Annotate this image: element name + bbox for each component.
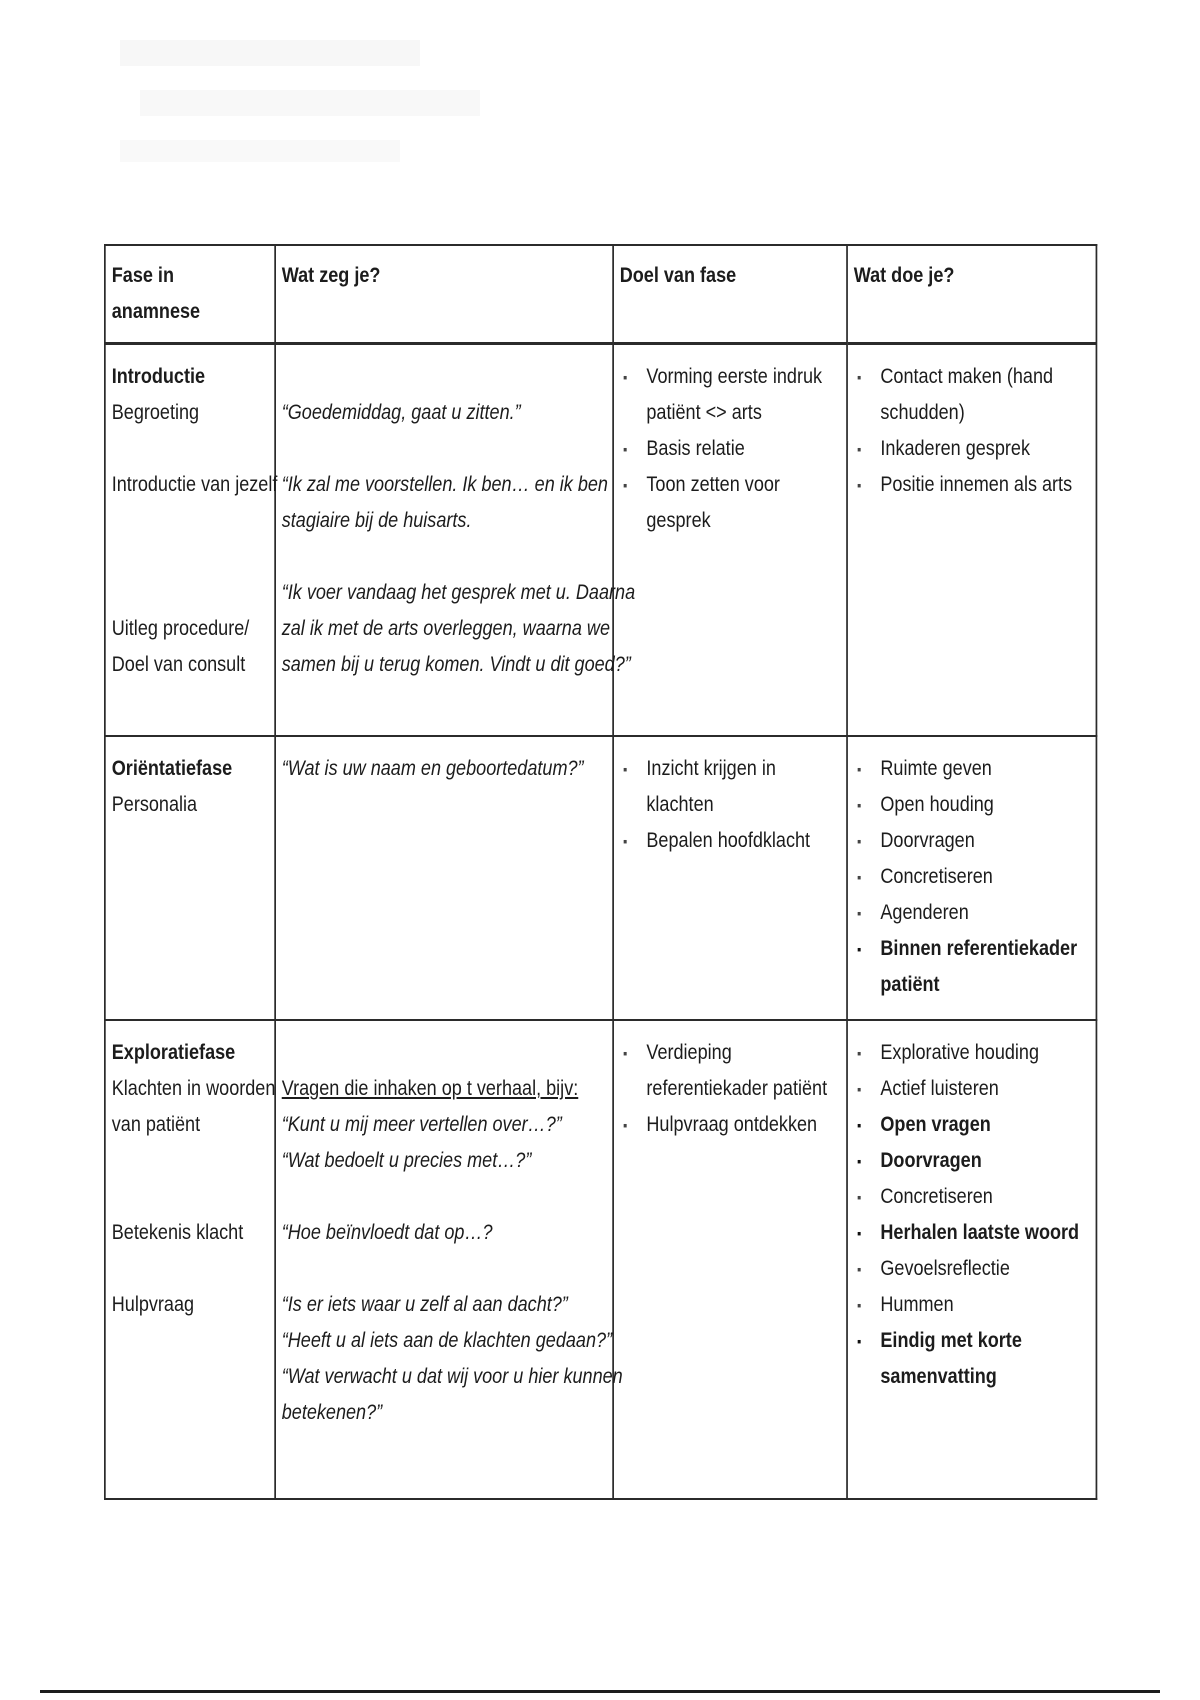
phase-item: Hulpvraag bbox=[111, 1293, 195, 1316]
phase-item: Doel van consult bbox=[111, 653, 246, 676]
say-text: “Ik voer vandaag het gesprek met u. Daarna bbox=[281, 581, 636, 604]
phase-title: Introductie bbox=[111, 365, 206, 388]
goal-list bbox=[620, 1035, 839, 1143]
list-item: ▪ Concretiseren bbox=[880, 859, 1089, 895]
cell-say bbox=[275, 736, 613, 1020]
do-list bbox=[854, 751, 1089, 1003]
list-item: ▪ Inzicht krijgen in klachten bbox=[646, 751, 839, 823]
say-text: betekenen?” bbox=[281, 1401, 383, 1424]
header-say: Wat zeg je? bbox=[275, 245, 613, 344]
header-goal: Doel van fase bbox=[613, 245, 847, 344]
phase-title: Oriëntatiefase bbox=[111, 757, 233, 780]
say-text: “Wat bedoelt u precies met…?” bbox=[281, 1149, 532, 1172]
table-row-introductie bbox=[105, 344, 1097, 737]
list-item: ▪ Concretiseren bbox=[880, 1179, 1089, 1215]
cell-phase bbox=[105, 1020, 275, 1499]
list-item: ▪ Hulpvraag ontdekken bbox=[646, 1107, 839, 1143]
say-text: “Heeft u al iets aan de klachten gedaan?” bbox=[281, 1329, 613, 1352]
cell-say bbox=[275, 1020, 623, 1499]
faded-heading-ghost bbox=[120, 30, 500, 230]
say-text: “Is er iets waar u zelf al aan dacht?” bbox=[281, 1293, 568, 1316]
phase-title: Exploratiefase bbox=[111, 1041, 236, 1064]
phase-item: van patiënt bbox=[111, 1113, 201, 1136]
say-text: “Goedemiddag, gaat u zitten.” bbox=[281, 401, 521, 424]
say-text: “Kunt u mij meer vertellen over…?” bbox=[281, 1113, 562, 1136]
list-item: ▪ Agenderen bbox=[880, 895, 1089, 931]
phase-item: Betekenis klacht bbox=[111, 1221, 244, 1244]
goal-list bbox=[620, 359, 839, 539]
cell-do bbox=[847, 344, 1097, 737]
cell-do bbox=[847, 1020, 1097, 1499]
say-text: “Hoe beïnvloedt dat op…? bbox=[281, 1221, 493, 1244]
say-heading: Vragen die inhaken op t verhaal, bijv: bbox=[281, 1077, 579, 1100]
list-item: ▪ Gevoelsreflectie bbox=[880, 1251, 1089, 1287]
header-row bbox=[105, 245, 1097, 344]
list-item: ▪ Toon zetten voor gesprek bbox=[646, 467, 839, 539]
say-text: stagiaire bij de huisarts. bbox=[281, 509, 472, 532]
table-row-orientatiefase bbox=[105, 736, 1097, 1020]
list-item: ▪ Doorvragen bbox=[880, 823, 1089, 859]
say-text: “Wat verwacht u dat wij voor u hier kunnen bbox=[281, 1365, 623, 1388]
cell-do bbox=[847, 736, 1097, 1020]
cell-goal bbox=[613, 344, 847, 737]
say-text: “Wat is uw naam en geboortedatum?” bbox=[281, 757, 584, 780]
list-item: ▪ Open vragen bbox=[880, 1107, 1089, 1143]
list-item: ▪ Positie innemen als arts bbox=[880, 467, 1089, 503]
list-item: ▪ Herhalen laatste woord bbox=[880, 1215, 1089, 1251]
cell-goal bbox=[613, 1020, 847, 1499]
phase-item: Introductie van jezelf bbox=[111, 473, 278, 496]
bottom-rule bbox=[40, 1690, 1160, 1693]
header-phase: Fase in anamnese bbox=[105, 245, 275, 344]
list-item: ▪ Hummen bbox=[880, 1287, 1089, 1323]
do-list bbox=[854, 359, 1089, 503]
list-item: ▪ Vorming eerste indruk patiënt <> arts bbox=[646, 359, 839, 431]
phase-item: Klachten in woorden bbox=[111, 1077, 276, 1100]
list-item: ▪ Actief luisteren bbox=[880, 1071, 1089, 1107]
phase-item: Personalia bbox=[111, 793, 198, 816]
list-item: ▪ Bepalen hoofdklacht bbox=[646, 823, 839, 859]
cell-say bbox=[275, 344, 636, 737]
anamnese-table bbox=[104, 244, 1098, 1500]
list-item: ▪ Open houding bbox=[880, 787, 1089, 823]
cell-goal bbox=[613, 736, 847, 1020]
do-list bbox=[854, 1035, 1089, 1395]
header-do: Wat doe je? bbox=[847, 245, 1097, 344]
phase-item: Uitleg procedure/ bbox=[111, 617, 250, 640]
list-item: ▪ Eindig met korte samenvatting bbox=[880, 1323, 1089, 1395]
table-row-exploratiefase bbox=[105, 1020, 1097, 1499]
list-item: ▪ Doorvragen bbox=[880, 1143, 1089, 1179]
goal-list bbox=[620, 751, 839, 859]
list-item: ▪ Basis relatie bbox=[646, 431, 839, 467]
list-item: ▪ Inkaderen gesprek bbox=[880, 431, 1089, 467]
say-text: samen bij u terug komen. Vindt u dit goed?” bbox=[281, 653, 631, 676]
say-text: “Ik zal me voorstellen. Ik ben… en ik ben bbox=[281, 473, 608, 496]
list-item: ▪ Ruimte geven bbox=[880, 751, 1089, 787]
say-text: zal ik met de arts overleggen, waarna we bbox=[281, 617, 611, 640]
list-item: ▪ Contact maken (hand schudden) bbox=[880, 359, 1089, 431]
cell-phase bbox=[105, 344, 278, 737]
list-item: ▪ Explorative houding bbox=[880, 1035, 1089, 1071]
cell-phase bbox=[105, 736, 275, 1020]
list-item: ▪ Verdieping referentiekader patiënt bbox=[646, 1035, 839, 1107]
list-item: ▪ Binnen referentiekader patiënt bbox=[880, 931, 1089, 1003]
phase-item: Begroeting bbox=[111, 401, 200, 424]
